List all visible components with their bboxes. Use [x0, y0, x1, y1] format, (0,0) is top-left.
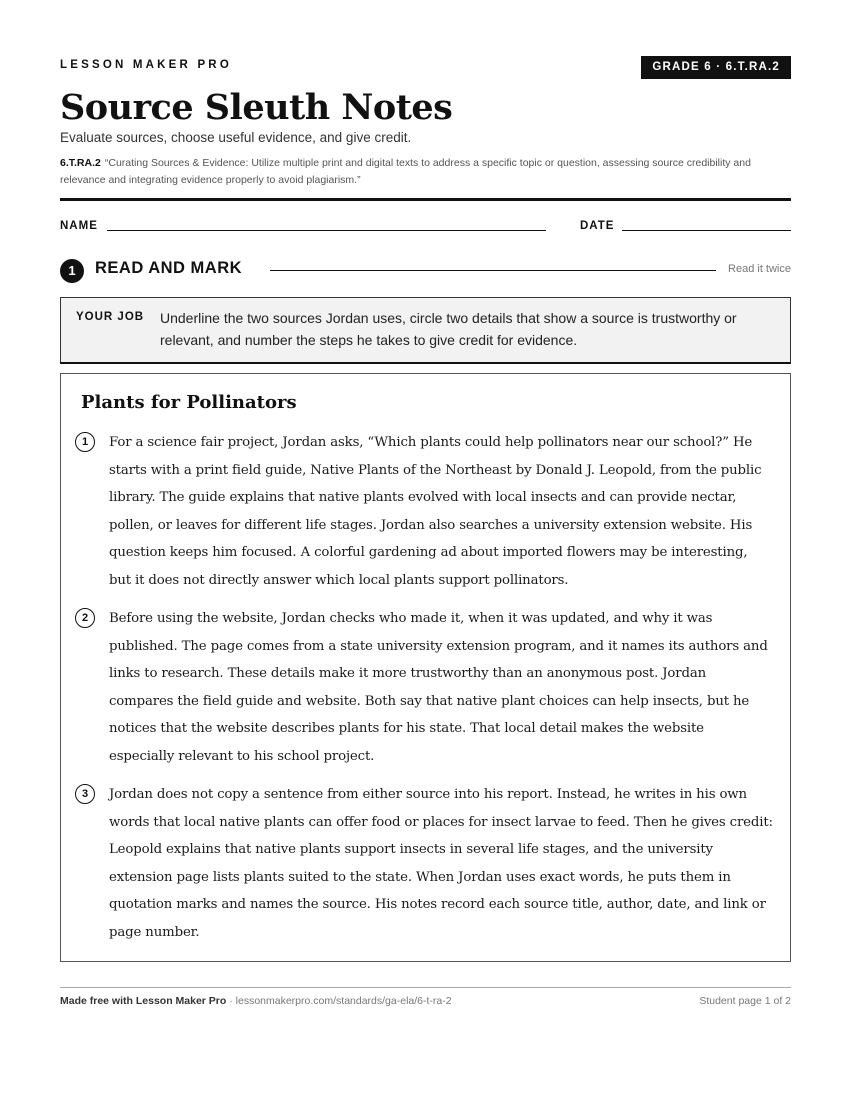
section-note: Read it twice [728, 263, 791, 275]
section-number: 1 [60, 259, 84, 283]
footer-url[interactable]: lessonmakerpro.com/standards/ga-ela/6-t-ra-2 [235, 995, 452, 1007]
footer-made-with: Made free with Lesson Maker Pro [60, 995, 227, 1007]
header-divider [60, 198, 791, 201]
paragraph-number: 1 [75, 432, 95, 452]
your-job-label: YOUR JOB [76, 311, 145, 323]
brand-name: LESSON MAKER PRO [60, 59, 232, 71]
page-subtitle: Evaluate sources, choose useful evidence, and give credit. [60, 130, 412, 145]
name-date-row [60, 220, 791, 236]
name-field[interactable] [107, 230, 546, 231]
paragraph-number: 3 [75, 784, 95, 804]
date-field[interactable] [622, 230, 791, 231]
footer-separator: · [226, 995, 236, 1007]
date-label: DATE [580, 220, 615, 232]
paragraph-text: For a science fair project, Jordan asks, “Which plants could help pollinators near our school?” He starts with a print field guide, Native Plants of the Northeast by Donald J. Leopold, from the public library. The guide explains that native plants evolved with local insects and can provide nectar, pollen, or leaves for different life stages. Jordan also searches a university extension website. His question keeps him focused. A colorful gardening ad about imported flowers may be interesting, but it does not directly answer which local plants support pollinators. [109, 435, 762, 588]
section-title: READ AND MARK [95, 259, 243, 277]
paragraph-text: Jordan does not copy a sentence from either source into his report. Instead, he writes in his own words that local native plants can offer food or places for insect larvae to feed. Then he gives credit: Leopold explains that native plants support insects in several life stages, and the university extension page lists plants suited to the state. When Jordan uses exact words, he puts them in quotation marks and names the source. His notes record each source title, author, date, and link or page number. [109, 787, 773, 940]
standard-text: “Curating Sources & Evidence: Utilize multiple print and digital texts to address a specific topic or question, assessing source credibility and relevance and integrating evidence properly to avoid plagiarism.” [60, 157, 751, 186]
page-title: Source Sleuth Notes [60, 87, 453, 128]
your-job-text: Underline the two sources Jordan uses, circle two details that show a source is trustworthy or relevant, and number the steps he takes to give credit for evidence. [160, 310, 737, 348]
your-job-box [60, 297, 791, 364]
section-divider [270, 270, 716, 271]
standard-code: 6.T.RA.2 [60, 157, 101, 169]
grade-badge: GRADE 6 · 6.T.RA.2 [641, 56, 791, 79]
paragraph-number: 2 [75, 608, 95, 628]
name-label: NAME [60, 220, 98, 232]
top-bar [60, 58, 791, 80]
section-header [60, 258, 791, 282]
reading-passage [60, 373, 791, 962]
footer-divider [60, 987, 791, 988]
paragraph-text: Before using the website, Jordan checks who made it, when it was updated, and why it was published. The page comes from a state university extension program, and it names its authors and links to research. These details make it more trustworthy than an anonymous post. Jordan compares the field guide and website. Both say that native plant choices can help insects, but he notices that the website describes plants for his state. That local detail makes the website especially relevant to his school project. [109, 611, 768, 764]
footer [60, 995, 791, 1007]
standard-statement [60, 155, 791, 189]
passage-title: Plants for Pollinators [81, 392, 297, 413]
footer-page-number: Student page 1 of 2 [699, 995, 791, 1007]
